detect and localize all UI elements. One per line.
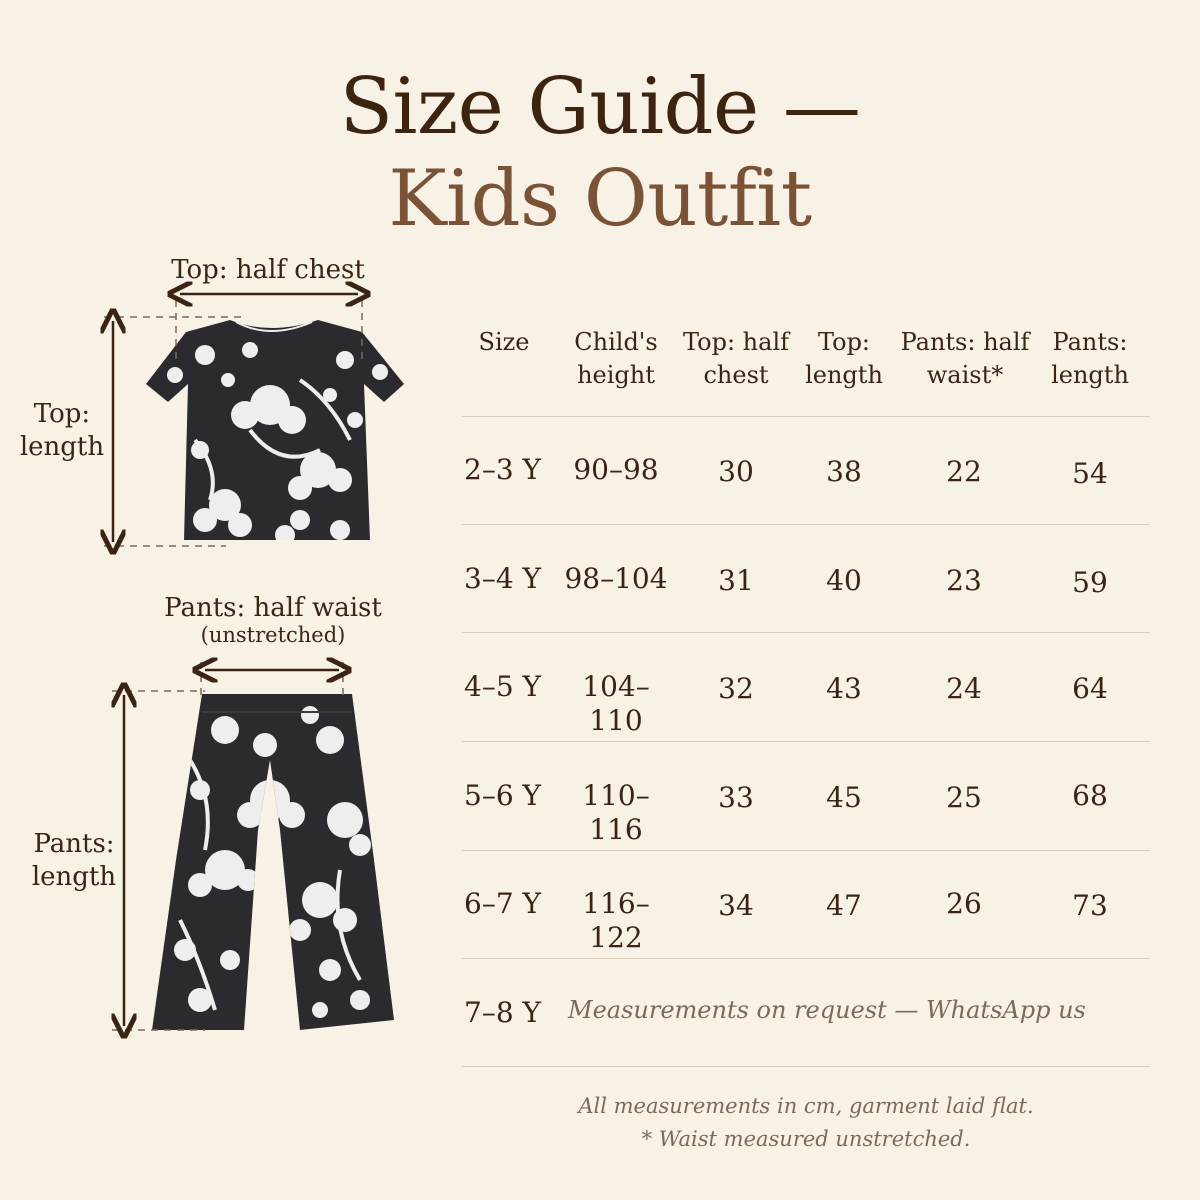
table-rule [462, 958, 1150, 959]
table-row-size: 2–3 Y [464, 453, 542, 486]
footnote-waist: * Waist measured unstretched. [641, 1127, 971, 1151]
table-rule [462, 1066, 1150, 1067]
header-child-height [560, 326, 672, 392]
table-cell-chest: 33 [718, 781, 754, 814]
header-pants-half-waist [896, 326, 1034, 392]
label-pants-length [20, 828, 128, 894]
label-pants-length-line1: Pants: [33, 829, 115, 859]
table-cell-height: 116–122 [582, 887, 650, 954]
table-cell-chest: 31 [718, 564, 754, 597]
table-row-size: 6–7 Y [464, 887, 542, 920]
table-rule [462, 524, 1150, 525]
table-cell-chest: 32 [718, 672, 754, 705]
table-row-size: 3–4 Y [464, 562, 542, 595]
label-top-length [10, 398, 114, 464]
table-cell-top-length: 47 [826, 889, 862, 922]
page-title: Size Guide — [339, 62, 861, 152]
header-top-half-chest-line1: Top: half [683, 328, 789, 356]
table-cell-waist: 24 [946, 672, 982, 705]
label-pants-half-waist [150, 592, 396, 652]
table-row-size: 5–6 Y [464, 779, 542, 812]
table-cell-pants-length: 54 [1072, 457, 1108, 490]
table-cell-top-length: 45 [826, 781, 862, 814]
table-cell-pants-length: 73 [1072, 889, 1108, 922]
table-cell-height: 90–98 [573, 453, 659, 486]
top-garment [146, 320, 404, 545]
table-cell-waist: 25 [946, 781, 982, 814]
table-cell-top-length: 43 [826, 672, 862, 705]
table-cell-waist: 22 [946, 455, 982, 488]
table-cell-pants-length: 59 [1072, 566, 1108, 599]
header-pants-length-line2: length [1051, 361, 1129, 389]
header-pants-half-waist-line1: Pants: half [900, 328, 1030, 356]
label-top-length-line2: length [19, 432, 105, 462]
table-cell-height: 104–110 [582, 670, 650, 737]
table-rule [462, 741, 1150, 742]
label-top-length-line1: Top: [33, 399, 91, 429]
table-rule [462, 850, 1150, 851]
table-cell-waist: 23 [946, 564, 982, 597]
table-cell-top-length: 38 [826, 455, 862, 488]
header-top-half-chest [676, 326, 796, 392]
header-top-length-line2: length [805, 361, 883, 389]
header-size-text: Size [478, 328, 530, 356]
table-row-size: 4–5 Y [464, 670, 542, 703]
footnote-units: All measurements in cm, garment laid flat. [578, 1094, 1034, 1118]
table-rule [462, 632, 1150, 633]
pants-garment [152, 694, 394, 1030]
label-pants-half-waist-line1: Pants: half waist [164, 593, 382, 623]
table-cell-chest: 30 [718, 455, 754, 488]
header-pants-length-line1: Pants: [1052, 328, 1128, 356]
table-cell-pants-length: 68 [1072, 779, 1108, 812]
header-top-length-line1: Top: [817, 328, 871, 356]
table-cell-chest: 34 [718, 889, 754, 922]
label-pants-half-waist-line2: (unstretched) [200, 623, 346, 647]
header-size [452, 326, 556, 359]
table-cell-pants-length: 64 [1072, 672, 1108, 705]
table-cell-top-length: 40 [826, 564, 862, 597]
header-pants-half-waist-line2: waist* [926, 361, 1004, 389]
table-cell-height: 98–104 [564, 562, 668, 595]
page-subtitle: Kids Outfit [388, 154, 812, 244]
header-pants-length [1038, 326, 1142, 392]
table-cell-height: 110–116 [582, 779, 650, 846]
table-rule [462, 416, 1150, 417]
table-row-size: 7–8 Y [464, 996, 542, 1029]
header-top-length [796, 326, 892, 392]
header-top-half-chest-line2: chest [703, 361, 769, 389]
label-pants-length-line2: length [31, 862, 117, 892]
table-cell-waist: 26 [946, 887, 982, 920]
header-child-height-line1: Child's [574, 328, 658, 356]
label-top-half-chest: Top: half chest [171, 255, 365, 285]
header-child-height-line2: height [577, 361, 655, 389]
measurements-on-request-note: Measurements on request — WhatsApp us [568, 996, 1086, 1024]
